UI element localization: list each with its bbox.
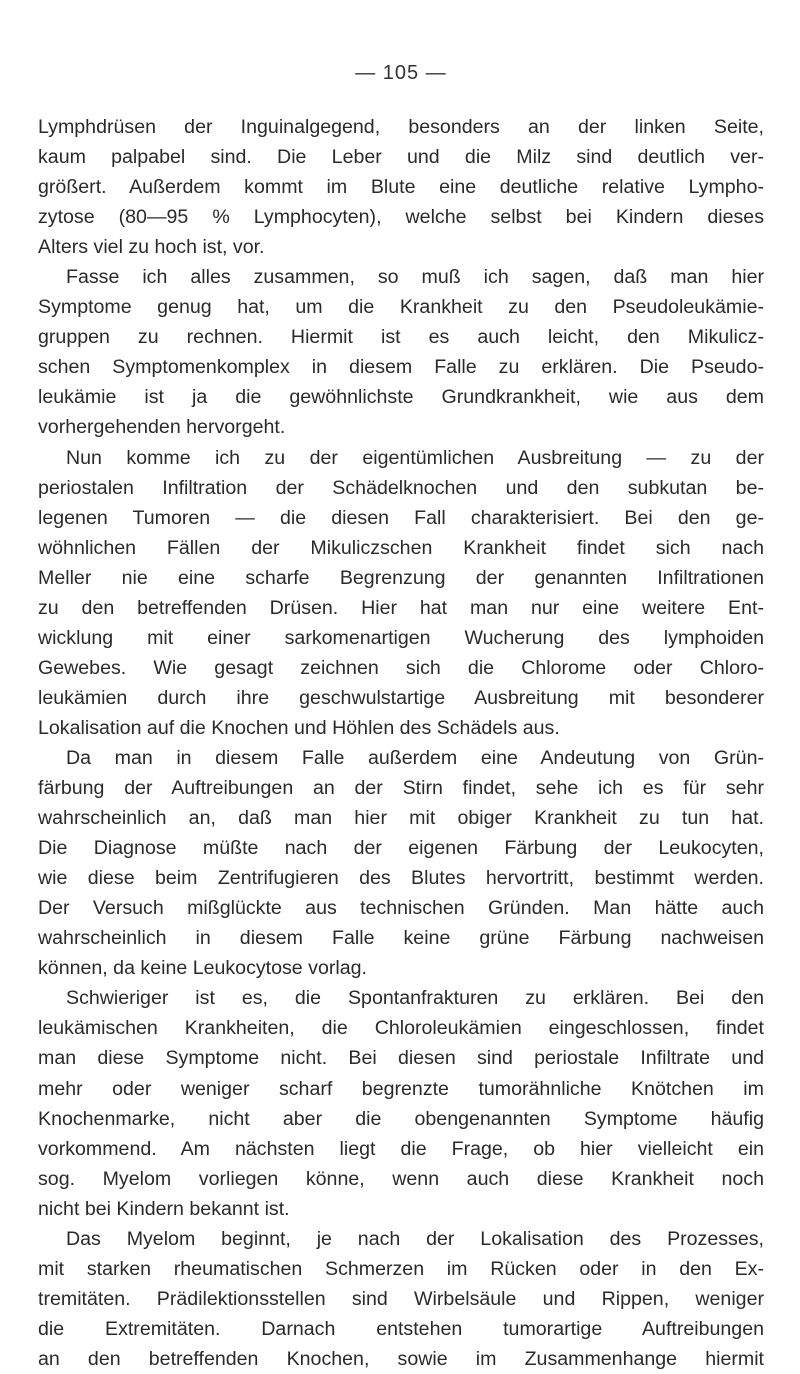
book-page bbox=[38, 0, 764, 1370]
text-line: Lokalisation auf die Knochen und Höhlen des Schädels aus. bbox=[38, 716, 560, 739]
text-line: die Extremitäten. Darnach entstehen tumorartige Auftreibungen bbox=[38, 1317, 764, 1340]
text-line: wöhnlichen Fällen der Mikuliczschen Krankheit findet sich nach bbox=[38, 536, 764, 559]
text-line: leukämie ist ja die gewöhnlichste Grundkrankheit, wie aus dem bbox=[38, 386, 764, 409]
text-line: vorkommend. Am nächsten liegt die Frage, ob hier vielleicht ein bbox=[38, 1137, 764, 1160]
text-line: Symptome genug hat, um die Krankheit zu den Pseudoleukämie- bbox=[38, 296, 764, 319]
text-line: Gewebes. Wie gesagt zeichnen sich die Chlorome oder Chloro- bbox=[38, 656, 764, 679]
text-line: leukämien durch ihre geschwulstartige Ausbreitung mit besonderer bbox=[38, 686, 764, 709]
text-line: vorhergehenden hervorgeht. bbox=[38, 416, 286, 439]
text-line: zu den betreffenden Drüsen. Hier hat man nur eine weitere Ent- bbox=[38, 596, 764, 619]
text-line: man diese Symptome nicht. Bei diesen sind periostale Infiltrate und bbox=[38, 1047, 764, 1070]
text-line: Der Versuch mißglückte aus technischen Gründen. Man hätte auch bbox=[38, 897, 764, 920]
text-line: Alters viel zu hoch ist, vor. bbox=[38, 236, 265, 259]
text-line: periostalen Infiltration der Schädelknochen und den subkutan be- bbox=[38, 476, 764, 499]
text-line: können, da keine Leukocytose vorlag. bbox=[38, 957, 367, 980]
text-line: gruppen zu rechnen. Hiermit ist es auch leicht, den Mikulicz- bbox=[38, 326, 764, 349]
text-line: legenen Tumoren — die diesen Fall charakterisiert. Bei den ge- bbox=[38, 506, 764, 529]
text-line: wahrscheinlich an, daß man hier mit obiger Krankheit zu tun hat. bbox=[38, 807, 764, 830]
text-line: mehr oder weniger scharf begrenzte tumorähnliche Knötchen im bbox=[38, 1077, 764, 1100]
text-line: größert. Außerdem kommt im Blute eine deutliche relative Lympho- bbox=[38, 176, 764, 199]
text-line: an den betreffenden Knochen, sowie im Zusammenhange hiermit bbox=[38, 1347, 764, 1370]
text-line: wahrscheinlich in diesem Falle keine grüne Färbung nachweisen bbox=[38, 927, 764, 950]
text-line: Schwieriger ist es, die Spontanfrakturen zu erklären. Bei den bbox=[66, 987, 764, 1010]
text-line: wie diese beim Zentrifugieren des Blutes hervortritt, bestimmt werden. bbox=[38, 867, 764, 890]
text-line: Nun komme ich zu der eigentümlichen Ausbreitung — zu der bbox=[66, 446, 764, 469]
text-line: Lymphdrüsen der Inguinalgegend, besonders an der linken Seite, bbox=[38, 116, 764, 138]
text-line: Das Myelom beginnt, je nach der Lokalisation des Prozesses, bbox=[66, 1227, 764, 1250]
text-line: leukämischen Krankheiten, die Chloroleukämien eingeschlossen, findet bbox=[38, 1017, 764, 1040]
text-line: kaum palpabel sind. Die Leber und die Milz sind deutlich ver- bbox=[38, 146, 764, 169]
body-text bbox=[38, 112, 764, 1374]
text-line: nicht bei Kindern bekannt ist. bbox=[38, 1197, 290, 1220]
text-line: Da man in diesem Falle außerdem eine Andeutung von Grün- bbox=[66, 746, 764, 769]
text-line: färbung der Auftreibungen an der Stirn findet, sehe ich es für sehr bbox=[38, 777, 764, 800]
text-line: mit starken rheumatischen Schmerzen im Rücken oder in den Ex- bbox=[38, 1257, 764, 1280]
text-line: Knochenmarke, nicht aber die obengenannten Symptome häufig bbox=[38, 1107, 764, 1130]
text-line: sog. Myelom vorliegen könne, wenn auch diese Krankheit noch bbox=[38, 1167, 764, 1190]
text-line: tremitäten. Prädilektionsstellen sind Wirbelsäule und Rippen, weniger bbox=[38, 1287, 764, 1310]
page-number: — 105 — bbox=[355, 62, 447, 84]
text-line: Fasse ich alles zusammen, so muß ich sagen, daß man hier bbox=[66, 266, 764, 289]
text-line: Meller nie eine scharfe Begrenzung der genannten Infiltrationen bbox=[38, 566, 764, 589]
text-line: wicklung mit einer sarkomenartigen Wucherung des lymphoiden bbox=[38, 626, 764, 649]
text-line: zytose (80—95 % Lymphocyten), welche selbst bei Kindern dieses bbox=[38, 206, 764, 229]
text-line: schen Symptomenkomplex in diesem Falle zu erklären. Die Pseudo- bbox=[38, 356, 764, 379]
text-line: Die Diagnose müßte nach der eigenen Färbung der Leukocyten, bbox=[38, 837, 764, 860]
